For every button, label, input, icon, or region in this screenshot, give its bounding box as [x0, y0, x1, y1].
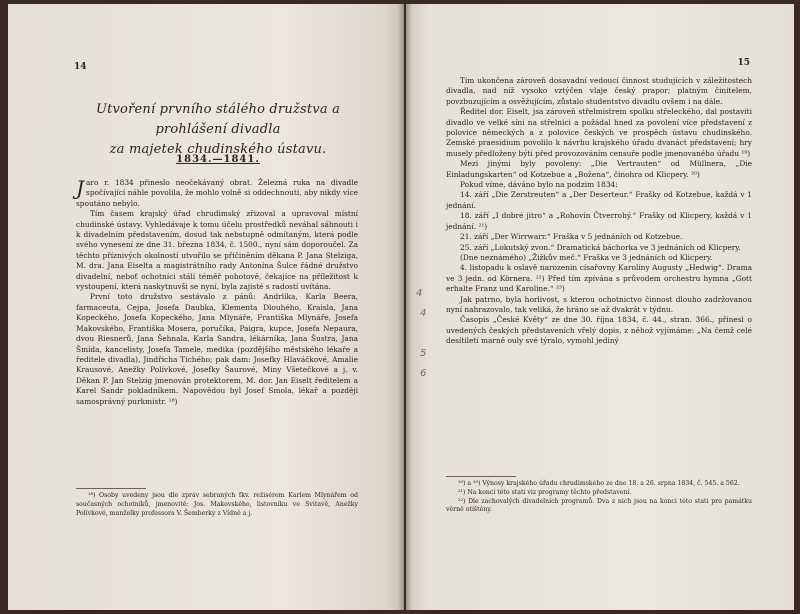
paragraph: Jak patrno, byla horlivost, s kterou ochotnictvo činnost dlouho zadržovanou nyní nahrazovalo, tak veliká, že hráno se až dvakrát v týdnu.: [446, 294, 752, 314]
handwritten-margin-mark: 5: [420, 348, 427, 359]
handwritten-margin-mark: 4: [416, 288, 423, 299]
handwritten-margin-mark: 4: [420, 308, 427, 319]
footnote: ²²) Dle zachovalých divadelních programů. Dva z nich jsou na konci této stati pro památku věrně otištěny.: [446, 497, 752, 514]
paragraph: Tím časem krajský úřad chrudimský zřizoval a upravoval místní chudinské ústavy. Vyhledávaje k tomu účelu prostředků neváhal sáhnouti i k divadelním představením, dosud tak nebstupně odmítaným, která podle svého vynesení ze dne 31. března 1834, č. 1500., nyní sám doporoučel. Za těchto příznivých okolností utvořilo se přičiněním děkana P. Jana Stelziga, M. dra. Jana Eiselta a magistrátního rady Antonína Šulce řádné družstvo divadelní, neboť ochotníci stálí téměř pohotově, čekajíce na příležitost k vystoupení, která naskytnuvši se nyní, byla zajisté s radostí uvítána.: [76, 209, 358, 292]
paragraph: 4. listopadu k oslavě narozenin císařovny Karoliny Augusty „Hedwig“. Drama ve 3 jedn. od Körnera. ²²) Před tím zpívána s průvodem orchestru hymna „Gott erhalte Franz und Karoline.“ ²³): [446, 263, 752, 294]
chapter-title-line-1: Utvoření prvního stálého družstva a prohlášení divadla: [95, 102, 341, 137]
paragraph: 14. září „Die Zerstreuten“ a „Der Deserteur.“ Frašky od Kotzebue, každá v 1 jednání.: [446, 190, 752, 210]
page-number-right: 15: [737, 58, 750, 68]
paragraph: (Dne neznámého) „Žižkův meč.“ Fraška ve 3 jednáních od Klicpery.: [460, 252, 713, 262]
book-spread: [8, 4, 794, 610]
paragraph: 25. září „Lokutský zvon.“ Dramatická báchorka ve 3 jednáních od Klicpery.: [460, 242, 741, 252]
paragraph: 18. září „I dobré jitro“ a „Rohovín Čtverrohý.“ Frašky od Klicpery, každá v 1 jednání. ²¹): [446, 211, 752, 231]
footnote-divider: [76, 488, 146, 489]
paragraph: Tím ukončena zároveň dosavadní vedoucí činnost studujících v záležitostech divadla, nad níž vysoko vztýčen vlaje český prapor; platným činitelem, povzbuzujícím a osvěžujícím, zůstalo studentstvo divadlu ovšem i na dále.: [446, 76, 752, 106]
page-number-left: 14: [74, 62, 87, 72]
paragraph: 21. září „Der Wirrwarr.“ Fraška v 5 jednáních od Kotzebue.: [460, 232, 683, 242]
paragraph: Ředitel dor. Eiselt, jsa zároveň střelmistrem spolku střeleckého, dal postaviti divadlo ve velké síni na střelnici a požádal hned za povolení více představení z polovice německých a z polovice českých ve prospěch ústavu chudinského. Zemské praesidium povolilo k návrhu krajského úřadu dvanáct představení; hry musely předloženy býti před provozováním censuře podle jmenovaného úřadu ¹⁹): [446, 107, 752, 158]
drop-cap: J: [76, 176, 85, 200]
left-footnotes: [76, 492, 358, 518]
paragraph: Pokud víme, dáváno bylo na podzim 1834:: [460, 180, 618, 190]
footnote: ¹⁸) Osoby uvedeny jsou dle zpráv sebraných fkv. režisérem Karlem Mlynářem od současných ochotníků, jmenovitě: Jos. Makovského, listovníku ve Svitavě, Anežky Polívkové, manželky professora V. Šemberky z Vídně a j.: [76, 492, 358, 517]
left-body-text: [76, 178, 358, 407]
chapter-years: 1834.—1841.: [176, 154, 260, 165]
footnote: ¹⁹) a ²⁰) Výnosy krajského úřadu chrudimského ze dne 18. a 26. srpna 1834, č. 545. a 562.: [458, 480, 740, 487]
chapter-title-line-2: za majetek chudinského ústavu.: [109, 142, 327, 157]
right-footnotes: [446, 480, 752, 515]
right-body-text: [446, 76, 752, 347]
paragraph: Jaro r. 1834 přineslo neočekávaný obrat. Železná ruka na divadle spočívající náhle povolila, že mohlo volně si oddechnouti, aby nikdy více spoutáno nebylo.: [76, 176, 358, 208]
footnote-divider: [446, 476, 516, 477]
right-page: [406, 4, 794, 610]
book-gutter: [398, 4, 412, 610]
paragraph: První toto družstvo sestávalo z pánů: Andrlíka, Karla Beera, farmaceuta, Cejpa, Josefa Daubka, Klementa Dlouhého, Kraisla, Jana Kopeckého, Josefa Kopeckého, Jana Mlynáře, Františka Mlynáře, Josefa Makovského, Františka Mosera, poručíka, Paigra, kupce, Josefa Nepaura, dvou Riesnerů, Jana Šehnala, Karla Sandra, lékárníka, Jana Šustra, Jana Šmída, kancelisty, Josefa Tamele, medika (pozdějšího městského lékaře a ředitele divadla), Jindřicha Tichého; pak dam: Josefky Hlaváčkové, Amalie Krausové, Anežky Polívkové, Josefky Šaurové, Miny Všetečkové a j. v. Děkan P. Jan Stelzig jmenován protektorem, M. dor. Jan Eiselt ředitelem a Karel Sandr pokladníkem. Napovědou byl Josef Smola, lékař a později samosprávný purkmistr. ¹⁸): [76, 292, 358, 406]
handwritten-margin-mark: 6: [420, 368, 427, 379]
chapter-title: [68, 100, 368, 160]
paragraph: Mezi jinými byly povoleny: „Die Vertrauten“ od Müllnera, „Die Einladungskarten“ od Kotzebue a „Božena“, činohra od Klicpery. ²⁰): [446, 159, 752, 179]
footnote: ²¹) Na konci této stati viz programy těchto představení.: [458, 488, 632, 496]
left-page: [8, 4, 404, 610]
paragraph: Časopis „České Květy“ ze dne 30. října 1834, č. 44., stran. 366., přinesl o uvedených českých představeních vřelý dopis, z něhož vyjímáme: „Na čemž celé desítiletí marně ouly své týralo, vymohl jediný: [446, 315, 752, 346]
